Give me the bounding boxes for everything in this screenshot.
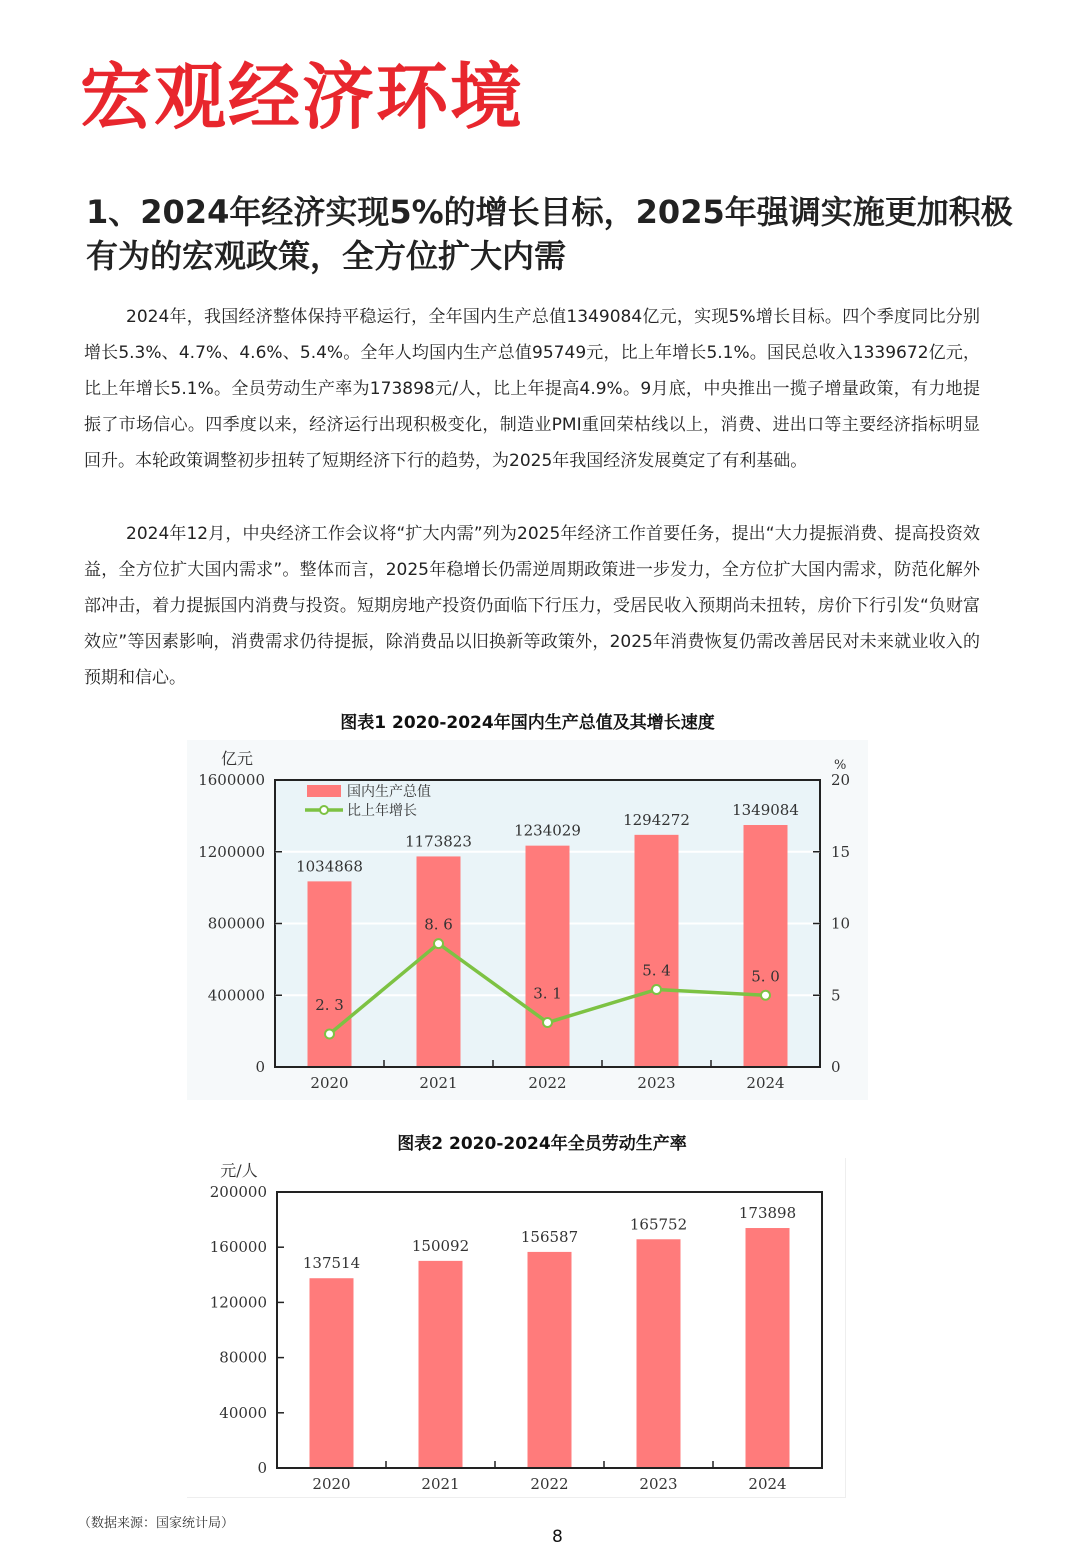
growth-value-label: 8. 6 xyxy=(424,915,453,934)
bar-value-label: 150092 xyxy=(411,1236,470,1255)
y-tick-label: 800000 xyxy=(207,914,265,933)
page-title: 宏观经济环境 xyxy=(80,55,525,139)
data-source: （数据来源：国家统计局） xyxy=(78,1516,235,1531)
x-tick-label: 2024 xyxy=(748,1475,787,1493)
y2-axis-label: % xyxy=(834,758,847,773)
bar-value-label: 1294272 xyxy=(623,810,690,829)
page-number: 8 xyxy=(552,1527,563,1547)
y-tick-label: 0 xyxy=(255,1058,265,1076)
x-tick-label: 2020 xyxy=(312,1475,351,1493)
x-tick-label: 2023 xyxy=(637,1074,676,1092)
y2-tick-label: 0 xyxy=(831,1058,841,1076)
y-tick-label: 0 xyxy=(257,1459,267,1477)
growth-value-label: 5. 0 xyxy=(751,967,780,986)
bar-value-label: 1349084 xyxy=(732,801,799,820)
y-tick-label: 160000 xyxy=(209,1238,267,1257)
growth-point xyxy=(652,985,661,994)
bar-value-label: 165752 xyxy=(629,1215,688,1234)
chart2 xyxy=(187,1158,846,1498)
x-tick-label: 2020 xyxy=(310,1074,349,1092)
x-tick-label: 2024 xyxy=(746,1074,785,1092)
bar-value-label: 137514 xyxy=(302,1254,361,1273)
y-tick-label: 400000 xyxy=(207,986,265,1005)
chart1 xyxy=(187,740,868,1100)
y-tick-label: 40000 xyxy=(219,1403,267,1422)
chart1-svg xyxy=(187,740,868,1100)
bar xyxy=(528,1252,572,1467)
section-heading: 1、2024年经济实现5%的增长目标，2025年强调实施更加积极有为的宏观政策，全方位扩大内需 xyxy=(86,193,1013,275)
bar xyxy=(417,856,461,1066)
y-tick-label: 200000 xyxy=(209,1183,267,1201)
bar-value-label: 173898 xyxy=(738,1204,797,1223)
y2-tick-label: 5 xyxy=(831,986,841,1005)
growth-point xyxy=(325,1029,334,1038)
chart2-svg xyxy=(187,1158,845,1497)
x-tick-label: 2023 xyxy=(639,1475,678,1493)
y-tick-label: 1200000 xyxy=(198,842,265,861)
growth-point xyxy=(434,939,443,948)
bar xyxy=(310,1278,354,1467)
growth-value-label: 2. 3 xyxy=(315,995,344,1014)
bar-value-label: 1234029 xyxy=(514,821,581,840)
legend-bar-swatch xyxy=(307,785,341,797)
bar-value-label: 1173823 xyxy=(405,832,472,851)
bar-value-label: 156587 xyxy=(520,1227,579,1246)
x-tick-label: 2022 xyxy=(530,1475,569,1493)
x-tick-label: 2022 xyxy=(528,1074,567,1092)
bar xyxy=(637,1239,681,1467)
bar xyxy=(526,846,570,1066)
legend-line-label: 比上年增长 xyxy=(347,803,417,819)
y-axis-label: 元/人 xyxy=(220,1161,258,1180)
y2-tick-label: 20 xyxy=(831,771,851,789)
y-axis-label: 亿元 xyxy=(220,749,254,768)
y2-tick-label: 10 xyxy=(831,914,851,933)
paragraph-2: 2024年12月，中央经济工作会议将“扩大内需”列为2025年经济工作首要任务，提出“大力提振消费、提高投资效益，全方位扩大国内需求”。整体而言，2025年稳增长仍需逆周期政策进一步发力，全方位扩大国内需求，防范化解外部冲击，着力提振国内消费与投资。短期房地产投资仍面临下行压力，受居民收入预期尚未扭转，房价下行引发“负财富效应”等因素影响，消费需求仍待提振，除消费品以旧换新等政策外，2025年消费恢复仍需改善居民对未来就业收入的预期和信心。 xyxy=(84,524,980,688)
legend-bar-label: 国内生产总值 xyxy=(347,784,431,800)
y-tick-label: 1600000 xyxy=(198,771,265,789)
growth-value-label: 3. 1 xyxy=(533,984,562,1003)
y-tick-label: 80000 xyxy=(219,1348,267,1367)
paragraph-1: 2024年，我国经济整体保持平稳运行，全年国内生产总值1349084亿元，实现5%增长目标。四个季度同比分别增长5.3%、4.7%、4.6%、5.4%。全年人均国内生产总值95749元，比上年增长5.1%。国民总收入1339672亿元，比上年增长5.1%。全员劳动生产率为173898元/人，比上年提高4.9%。9月底，中央推出一揽子增量政策，有力地提振了市场信心。四季度以来，经济运行出现积极变化，制造业PMI重回荣枯线以上，消费、进出口等主要经济指标明显回升。本轮政策调整初步扭转了短期经济下行的趋势，为2025年我国经济发展奠定了有利基础。 xyxy=(84,307,980,471)
bar xyxy=(744,825,788,1066)
chart2-title: 图表2 2020-2024年全员劳动生产率 xyxy=(397,1134,687,1154)
legend-line-marker xyxy=(320,806,328,814)
growth-point xyxy=(543,1018,552,1027)
y2-tick-label: 15 xyxy=(831,842,851,861)
x-tick-label: 2021 xyxy=(421,1475,460,1493)
growth-point xyxy=(761,991,770,1000)
growth-value-label: 5. 4 xyxy=(642,961,671,980)
y-tick-label: 120000 xyxy=(209,1293,267,1312)
bar xyxy=(746,1228,790,1467)
bar xyxy=(419,1261,463,1467)
bar xyxy=(635,835,679,1066)
chart1-title: 图表1 2020-2024年国内生产总值及其增长速度 xyxy=(340,713,715,733)
x-tick-label: 2021 xyxy=(419,1074,458,1092)
bar-value-label: 1034868 xyxy=(296,857,363,876)
